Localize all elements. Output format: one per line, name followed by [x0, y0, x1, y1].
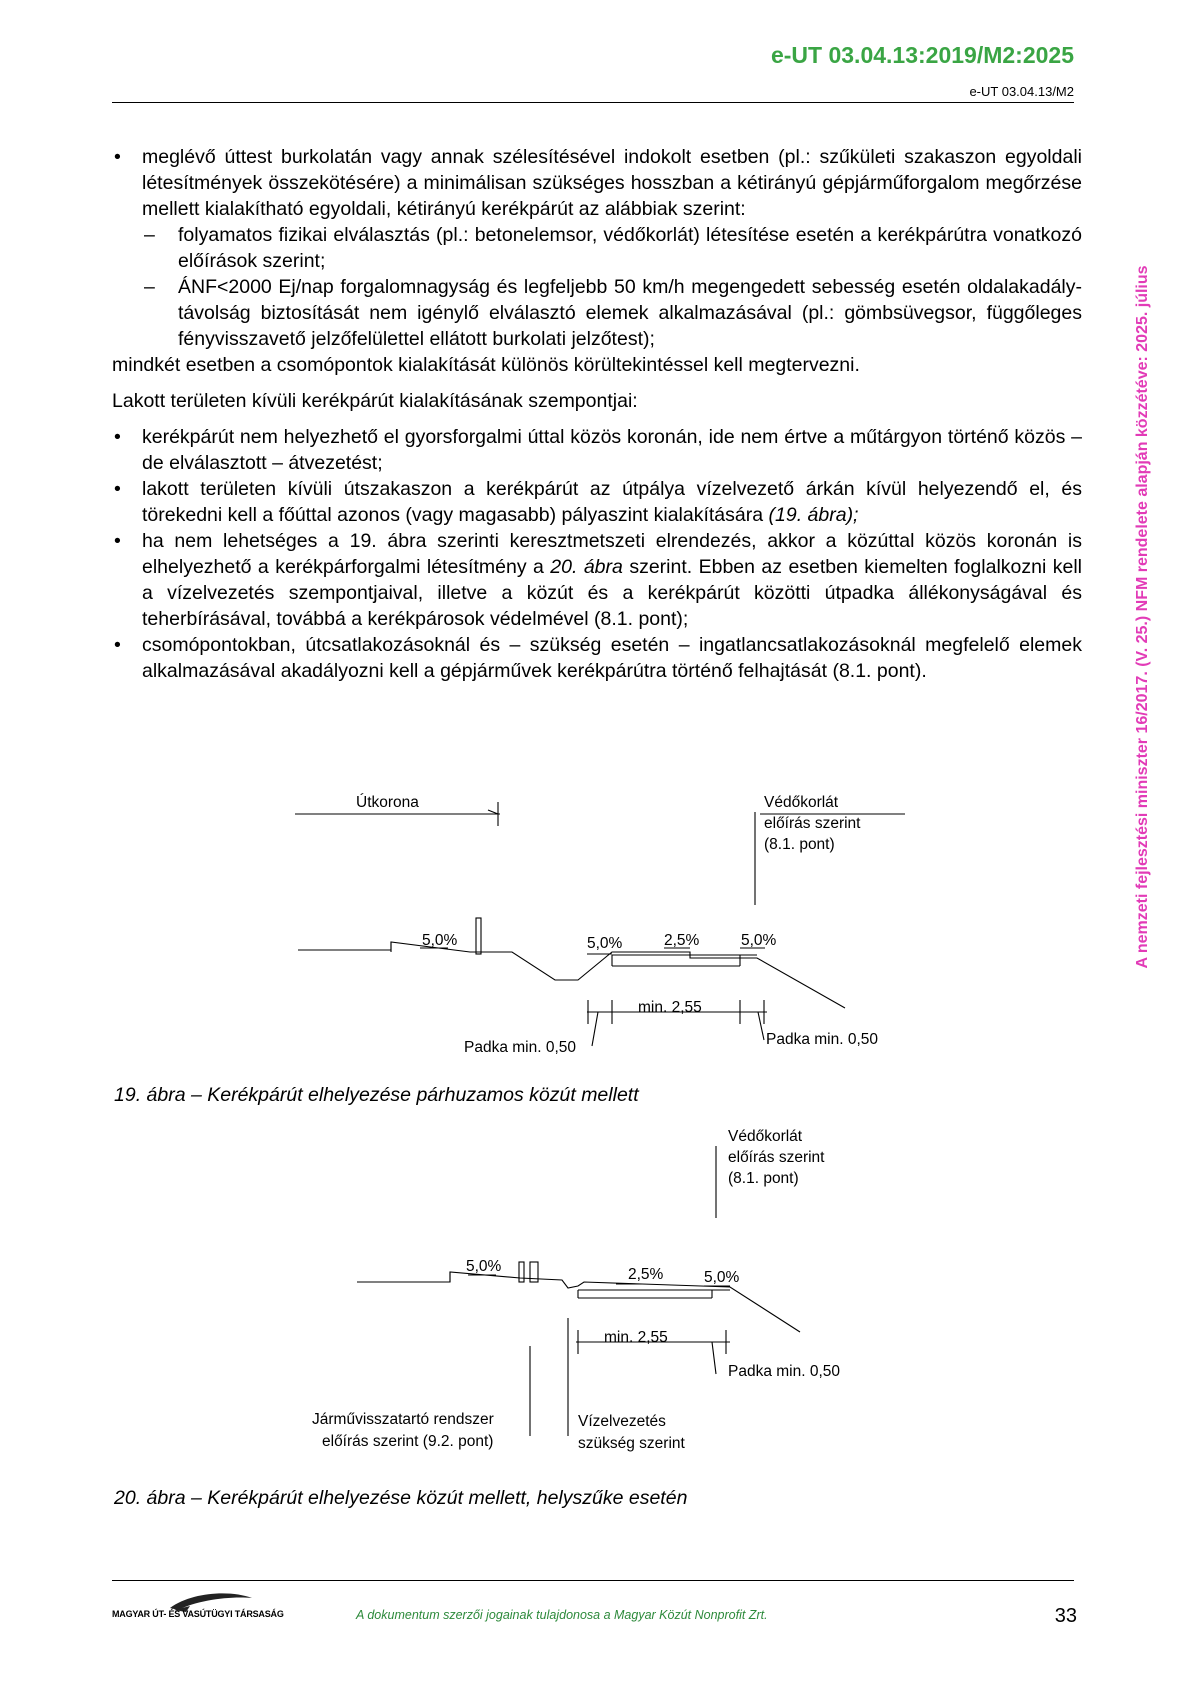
figure-reference: 20. ábra: [550, 556, 623, 578]
document-subcode: e-UT 03.04.13/M2: [969, 84, 1074, 99]
label-jarmu-2: előírás szerint (9.2. pont): [322, 1433, 494, 1450]
padka-label: Padka min. 0,50: [464, 1039, 577, 1056]
label-vedokorlat: Védőkorlát: [728, 1128, 803, 1145]
label-pont: (8.1. pont): [764, 836, 835, 853]
dimension-label: min. 2,55: [638, 999, 702, 1016]
label-viz-2: szükség szerint: [578, 1435, 685, 1452]
bullet-item: • meglévő úttest burkolatán vagy annak szélesítésével indokolt esetben (pl.: szűkületi szakaszon egyoldali létesítmények összekötésére) a minimálisan szükséges hosszban a kétirányú gépjárműforgalom megőrzése mellett kialakítható egyoldali, kétirányú kerékpárút az alábbiak szerint:: [112, 144, 1082, 222]
page-number: 33: [1054, 1605, 1077, 1627]
label-eloiras: előírás szerint: [764, 815, 861, 832]
label-pont: (8.1. pont): [728, 1170, 799, 1187]
label-jarmu-1: Járművisszatartó rendszer: [312, 1411, 494, 1428]
logo-icon: [112, 1586, 282, 1626]
document-code: e-UT 03.04.13:2019/M2:2025: [770, 42, 1074, 68]
figure-reference: (19. ábra);: [768, 504, 859, 526]
label-viz-1: Vízelvezetés: [578, 1413, 666, 1430]
label-eloiras: előírás szerint: [728, 1149, 825, 1166]
slope-label: 5,0%: [422, 932, 458, 949]
paragraph: mindkét esetben a csomópontok kialakítását különös körültekintéssel kell megtervezni.: [112, 354, 860, 376]
slope-label: 2,5%: [628, 1266, 664, 1283]
padka-label: Padka min. 0,50: [766, 1031, 879, 1048]
bullet-text: lakott területen kívüli útszakaszon a kerékpárút az útpálya vízelvezető árkán kívül helyezendő el, és törekedni kell a főúttal azonos (vagy magasabb) pályaszint kialakítására: [142, 478, 1082, 526]
figure-20-caption: 20. ábra – Kerékpárút elhelyezése közút mellett, helyszűke esetén: [114, 1487, 688, 1509]
bullet-item: [112, 528, 1082, 632]
dash-item: – ÁNF<2000 Ej/nap forgalomnagyság és legfeljebb 50 km/h megengedett sebesség esetén oldalakadály-távolság biztosítását nem igénylő elválasztó elemek alkalmazásával (pl.: gömbsüvegsor, függőleges fényvisszavető jelzőfelülettel ellátott burkolati jelzőtest);: [112, 274, 1082, 352]
slope-label: 2,5%: [664, 932, 700, 949]
dash-item: – folyamatos fizikai elválasztás (pl.: betonelemsor, védőkorlát) létesítése esetén a kerékpárútra vonatkozó előírások szerint;: [112, 222, 1082, 274]
bullet-text: ha nem lehetséges a 19. ábra szerinti keresztmetszeti elrendezés, akkor a közúttal közös koronán is elhelyezhető a kerékpárforgalmi létesítmény a: [142, 530, 1082, 578]
bullet-item: • csomópontokban, útcsatlakozásoknál és – szükség esetén – ingatlancsatlakozásoknál megfelelő elemek alkalmazásával akadályozni kell a gépjárművek kerékpárútra történő felhajtását (8.1. pont).: [112, 632, 1082, 684]
bullet-text: szerint. Ebben az esetben kiemelten foglalkozni kell a vízelvezetés szempontjaival, illetve a közút és a kerékpárút közötti útpadka állékonyságával és teherbírásával, továbbá a kerékpárosok védelmével (8.1. pont);: [142, 556, 1082, 630]
padka-label: Padka min. 0,50: [728, 1363, 841, 1380]
bullet-item: [112, 476, 1082, 528]
slope-label: 5,0%: [704, 1269, 740, 1286]
dimension-label: min. 2,55: [604, 1329, 668, 1346]
body-text: [112, 144, 1082, 684]
label-vedokorlat: Védőkorlát: [764, 794, 839, 811]
bullet-item: • kerékpárút nem helyezhető el gyorsforgalmi úttal közös koronán, ide nem értve a műtárgyon történő közös – de elválasztott – átvezetést;: [112, 424, 1082, 476]
section-heading: Lakott területen kívüli kerékpárút kialakításának szempontjai:: [112, 390, 638, 412]
logo-text: MAGYAR ÚT- ÉS VASÚTÜGYI TÁRSASÁG: [112, 1609, 284, 1619]
slope-label: 5,0%: [587, 935, 623, 952]
copyright-note: A dokumentum szerzői jogainak tulajdonosa a Magyar Közút Nonprofit Zrt.: [356, 1608, 768, 1622]
header-divider: [112, 102, 1074, 103]
figure-19-caption: 19. ábra – Kerékpárút elhelyezése párhuzamos közút mellett: [114, 1084, 639, 1106]
side-note-text: A nemzeti fejlesztési miniszter 16/2017. (V. 25.) NFM rendelete alapján közzétéve: 2025. július: [1134, 265, 1151, 969]
slope-label: 5,0%: [466, 1258, 502, 1275]
label-utkorona: Útkorona: [356, 794, 419, 811]
slope-label: 5,0%: [741, 932, 777, 949]
footer-divider: [112, 1580, 1074, 1581]
